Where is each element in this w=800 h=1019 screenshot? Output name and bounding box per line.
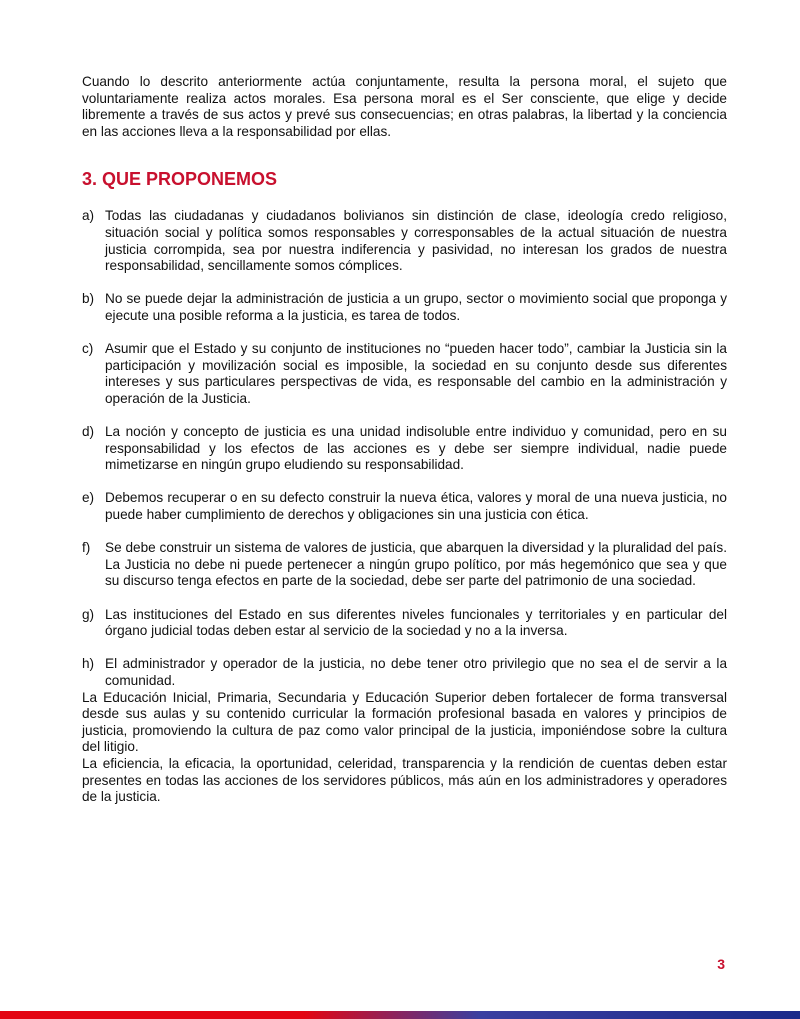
list-item [82, 424, 727, 474]
list-item [82, 656, 727, 689]
proposal-list [82, 208, 727, 689]
list-marker: h) [82, 656, 95, 672]
list-marker: c) [82, 341, 94, 357]
list-item [82, 490, 727, 523]
section-heading: 3. QUE PROPONEMOS [82, 169, 278, 190]
closing-paragraph-efficiency: La eficiencia, la eficacia, la oportunidad, celeridad, transparencia y la rendición de cuentas deben estar presentes en todas las acciones de los servidores públicos, más aún en los administradores y operadores de la justicia. [82, 755, 727, 805]
list-item [82, 341, 727, 407]
list-marker: f) [82, 540, 91, 556]
closing-paragraph-education: La Educación Inicial, Primaria, Secundaria y Educación Superior deben fortalecer de forma transversal desde sus aulas y su contenido curricular la formación profesional basada en valores y principios de justicia, promoviendo la cultura de paz como valor principal de la justicia, imponiéndose sobre la cultura del litigio. [82, 689, 727, 755]
list-item-text: Todas las ciudadanas y ciudadanos bolivianos sin distinción de clase, ideología credo religioso, situación social y política somos responsables y corresponsables de la actual situación de nuestra justicia corrompida, sea por nuestra indiferencia y pasividad, no interesan los grados de nuestra responsabilidad, sencillamente somos cómplices. [105, 208, 727, 274]
intro-paragraph: Cuando lo descrito anteriormente actúa conjuntamente, resulta la persona moral, el sujeto que voluntariamente realiza actos morales. Esa persona moral es el Ser consciente, que elige y decide libremente a través de sus actos y prevé sus consecuencias; en otras palabras, la libertad y la conciencia en las acciones lleva a la responsabilidad por ellas. [82, 74, 727, 139]
list-item-text: El administrador y operador de la justicia, no debe tener otro privilegio que no sea el de servir a la comunidad. [105, 656, 727, 688]
list-marker: d) [82, 424, 95, 440]
list-marker: b) [82, 291, 95, 307]
document-body [82, 74, 727, 806]
list-item-text: No se puede dejar la administración de justicia a un grupo, sector o movimiento social que proponga y ejecute una posible reforma a la justicia, es tarea de todos. [105, 291, 727, 323]
list-item-text: Se debe construir un sistema de valores de justicia, que abarquen la diversidad y la pluralidad del país. La Justicia no debe ni puede pertenecer a ningún grupo político, por más hegemónico que sea y que su discurso tenga efectos en parte de la sociedad, debe ser parte del patrimonio de una sociedad. [105, 540, 727, 589]
footer-color-bar [0, 1011, 800, 1019]
list-item-text: Debemos recuperar o en su defecto construir la nueva ética, valores y moral de una nueva justicia, no puede haber cumplimiento de derechos y obligaciones sin una justicia con ética. [105, 490, 727, 523]
list-item [82, 540, 727, 590]
list-item-text: La noción y concepto de justicia es una unidad indisoluble entre individuo y comunidad, pero en su responsabilidad y los efectos de las acciones es y debe ser siempre individual, nadie puede mimetizarse en ningún grupo eludiendo su responsabilidad. [105, 424, 727, 473]
list-item [82, 607, 727, 640]
list-marker: e) [82, 490, 95, 506]
page-number: 3 [717, 956, 725, 972]
list-item [82, 208, 727, 274]
list-item-text: Las instituciones del Estado en sus diferentes niveles funcionales y territoriales y en particular del órgano judicial todas deben estar al servicio de la sociedad y no a la inversa. [105, 606, 727, 639]
list-marker: a) [82, 208, 95, 224]
list-item-text: Asumir que el Estado y su conjunto de instituciones no “pueden hacer todo”, cambiar la Justicia sin la participación y movilización social es imposible, la sociedad en su conjunto desde sus diferentes intereses y sus particulares perspectivas de vida, es responsable del cambio en la administración y operación de la Justicia. [105, 341, 727, 406]
list-marker: g) [82, 606, 95, 622]
list-item [82, 291, 727, 324]
